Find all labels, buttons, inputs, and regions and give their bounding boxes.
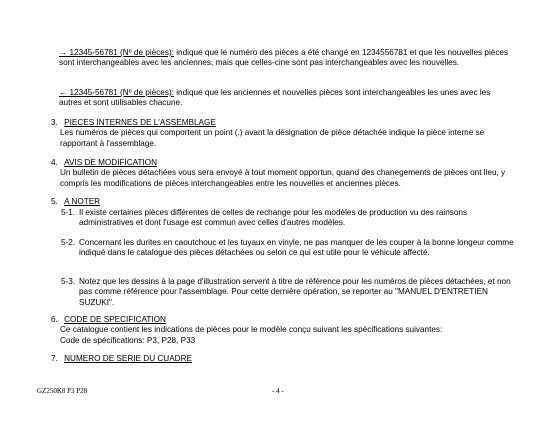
page-number: - 4 - <box>272 387 284 395</box>
section-5 <box>51 197 514 207</box>
note-item-text: Concernant les durites en caoutchouc et les tuyaux en vinyle, ne pas manquer de les couper à la bonne longeur comme indiqué dans le catalogue des pièces détachées ou selon ce qui est utile pour le véhicule affecté. <box>79 238 514 258</box>
section-4-heading <box>51 158 514 168</box>
section-5-title: A NOTER <box>64 197 101 206</box>
section-5-heading <box>51 197 514 207</box>
note-item-number: 5-1. <box>61 208 76 217</box>
section-3-number: 3. <box>51 118 58 127</box>
note-item <box>61 277 521 311</box>
section-6 <box>51 315 514 346</box>
section-6-body: Ce catalogue contient les indications de pièces pour le modèle conçu suivant les spécifications suivantes: <box>60 325 443 335</box>
section-3 <box>51 118 514 149</box>
section-6-title: CODE DE SPECIFICATION <box>64 315 166 324</box>
interchange-note-forward <box>59 48 514 69</box>
note-item-text: Notez que les dessins à la page d'illustration servent à titre de référence pour les numéros de pièces détachées, et non pas comme référence pour l'assemblage. Pour cette dernière opération, se reporter au "MANUEL D'ENTRETIEN SUZUKI". <box>79 277 511 307</box>
section-6-codes: Code de spécifications: P3, P28, P33 <box>60 335 196 345</box>
section-6-heading <box>51 315 514 325</box>
note-item-number: 5-3. <box>61 277 76 286</box>
note-item <box>61 238 521 272</box>
forward-part-desc: indique que le numéro des pièces a été changé en 1234556781 et que les nouvelles pièces sont interchangeables avec les anciennes, mais que celles-cine sont pas interchangeables avec les nouvelles. <box>59 48 509 68</box>
section-7-number: 7. <box>51 354 58 363</box>
note-item-text: Il existe certaines pièces différentes de celles de rechange pour les modèles de production vu des rainsons administratives et dont l'usage est commun avec celles d'autres modèles. <box>79 208 468 228</box>
backward-part-ref: ← 12345-56781 (Nº de pièces): <box>59 88 174 97</box>
section-7-heading <box>51 354 514 364</box>
note-item <box>61 208 521 232</box>
section-4 <box>51 158 514 189</box>
section-3-heading <box>51 118 514 128</box>
section-4-number: 4. <box>51 158 58 167</box>
section-3-title: PIECES INTERNES DE L'ASSEMBLAGE <box>64 118 216 127</box>
section-5-number: 5. <box>51 197 58 206</box>
footer-model-code: GZ250K8 P3 P28 <box>37 387 88 395</box>
note-item-number: 5-2. <box>61 238 76 247</box>
section-4-title: AVIS DE MODIFICATION <box>64 158 158 167</box>
interchange-note-backward <box>59 88 514 109</box>
section-6-number: 6. <box>51 315 58 324</box>
backward-part-desc: indique que les anciennes et nouvelles pièces sont interchangeables les unes avec les autres et sont utilisables chacune. <box>59 88 491 108</box>
section-4-body: Un bulletin de pièces détachées vous sera envoyé à tout moment opportun, quand des chanegements de pièces ont lieu, y compris les modifications de pièces interchangeables entre les nouvelles et anciennes pièces. <box>60 168 506 188</box>
section-7 <box>51 354 514 364</box>
section-3-body: Les numéros de pièces qui comportent un point (.) avant la désignation de pièce détachée indique la pièce interne se rapportant à l'assemblage. <box>60 128 485 148</box>
forward-part-ref: → 12345-56781 (Nº de pièces): <box>59 48 174 57</box>
section-7-title: NUMERO DE SERIE DU CUADRE <box>64 354 192 363</box>
